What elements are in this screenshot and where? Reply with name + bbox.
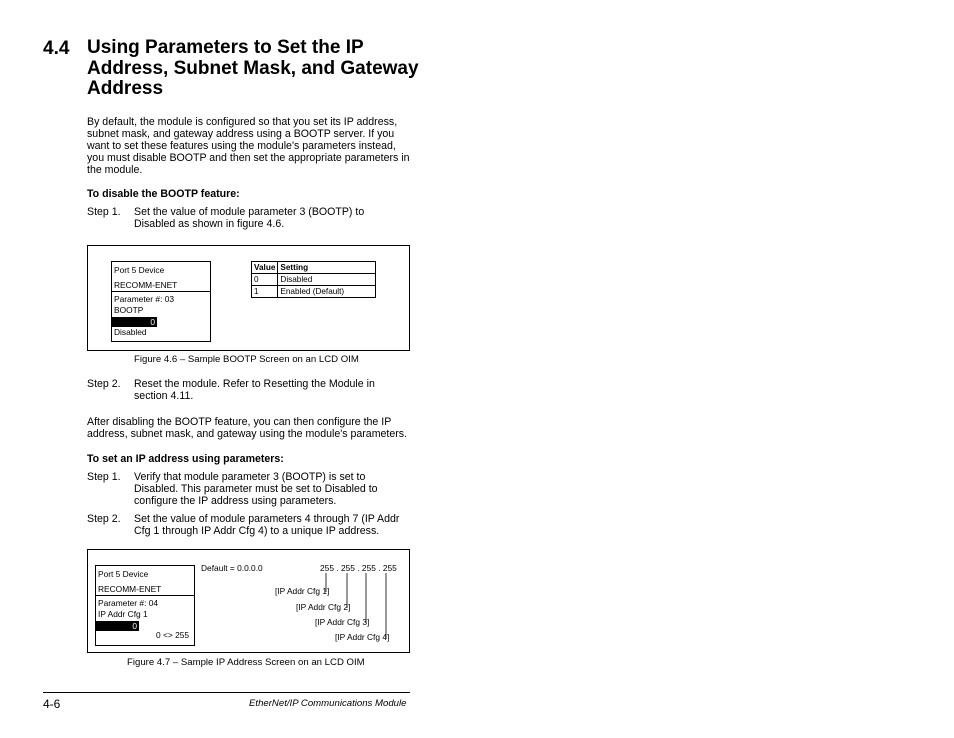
step-label: Step 2. xyxy=(87,378,121,390)
table-row xyxy=(252,274,376,286)
lcd-screen xyxy=(111,261,211,342)
table-cell: 0 xyxy=(252,274,278,286)
footer-rule xyxy=(43,692,410,693)
table-header: Value xyxy=(252,262,278,274)
value-setting-table xyxy=(251,261,376,298)
lcd-line-port: Port 5 Device xyxy=(98,569,149,579)
lcd-range: 0 <> 255 xyxy=(156,630,190,640)
figure-4-6-caption: Figure 4.6 – Sample BOOTP Screen on an LCD OIM xyxy=(134,354,359,365)
lcd-line-device: RECOMM-ENET xyxy=(98,584,162,594)
step-label: Step 1. xyxy=(87,206,121,218)
section-title: Using Parameters to Set the IP Address, Subnet Mask, and Gateway Address xyxy=(87,37,419,99)
table-cell: Enabled (Default) xyxy=(278,286,376,298)
step-text: Set the value of module parameter 3 (BOOTP) to Disabled as shown in figure 4.6. xyxy=(134,206,365,230)
callout-ip-addr-cfg-2: [IP Addr Cfg 2] xyxy=(296,602,351,612)
set-ip-heading: To set an IP address using parameters: xyxy=(87,453,284,465)
figure-4-6-box xyxy=(87,245,410,351)
step-text: Verify that module parameter 3 (BOOTP) is set to Disabled. This parameter must be set to Disabled to configure the IP address using parameters. xyxy=(134,471,378,507)
footer-title: EtherNet/IP Communications Module xyxy=(249,698,407,709)
lcd-line-parameter: Parameter #: 04 xyxy=(98,598,159,608)
default-label: Default = 0.0.0.0 xyxy=(201,563,263,573)
octets-label: 255 . 255 . 255 . 255 xyxy=(320,563,397,573)
callout-ip-addr-cfg-1: [IP Addr Cfg 1] xyxy=(275,586,330,596)
step-label: Step 2. xyxy=(87,513,121,525)
step-label: Step 1. xyxy=(87,471,121,483)
lcd-line-port: Port 5 Device xyxy=(114,265,165,275)
figure-4-7-box xyxy=(87,549,410,653)
table-cell: 1 xyxy=(252,286,278,298)
step-text: Set the value of module parameters 4 through 7 (IP Addr Cfg 1 through IP Addr Cfg 4) to a unique IP address. xyxy=(134,513,400,537)
page-number: 4-6 xyxy=(43,697,61,711)
lcd-line-name: BOOTP xyxy=(114,305,144,315)
step-text: Reset the module. Refer to Resetting the Module in section 4.11. xyxy=(134,378,375,402)
table-header: Setting xyxy=(278,262,376,274)
lcd-divider xyxy=(112,291,210,292)
lcd-value-highlight: 0 xyxy=(96,621,139,631)
lcd-line-setting: Disabled xyxy=(114,327,147,337)
intro-paragraph: By default, the module is configured so that you set its IP address, subnet mask, and gateway address using a BOOTP server. If you want to set these features using the module's parameters instead, you must disable BOOTP and then set the appropriate parameters in the module. xyxy=(87,116,410,176)
callout-ip-addr-cfg-3: [IP Addr Cfg 3] xyxy=(315,617,370,627)
lcd-value-highlight: 0 xyxy=(112,317,157,327)
table-cell: Disabled xyxy=(278,274,376,286)
lcd-line-parameter: Parameter #: 03 xyxy=(114,294,175,304)
disable-bootp-heading: To disable the BOOTP feature: xyxy=(87,188,240,200)
table-row xyxy=(252,286,376,298)
lcd-line-device: RECOMM-ENET xyxy=(114,280,178,290)
lcd-line-name: IP Addr Cfg 1 xyxy=(98,609,148,619)
table-header-row xyxy=(252,262,376,274)
section-number: 4.4 xyxy=(43,38,70,59)
after-disable-paragraph: After disabling the BOOTP feature, you can then configure the IP address, subnet mask, and gateway using the module's parameters. xyxy=(87,416,408,440)
figure-4-7-caption: Figure 4.7 – Sample IP Address Screen on an LCD OIM xyxy=(127,657,365,668)
callout-ip-addr-cfg-4: [IP Addr Cfg 4] xyxy=(335,632,390,642)
